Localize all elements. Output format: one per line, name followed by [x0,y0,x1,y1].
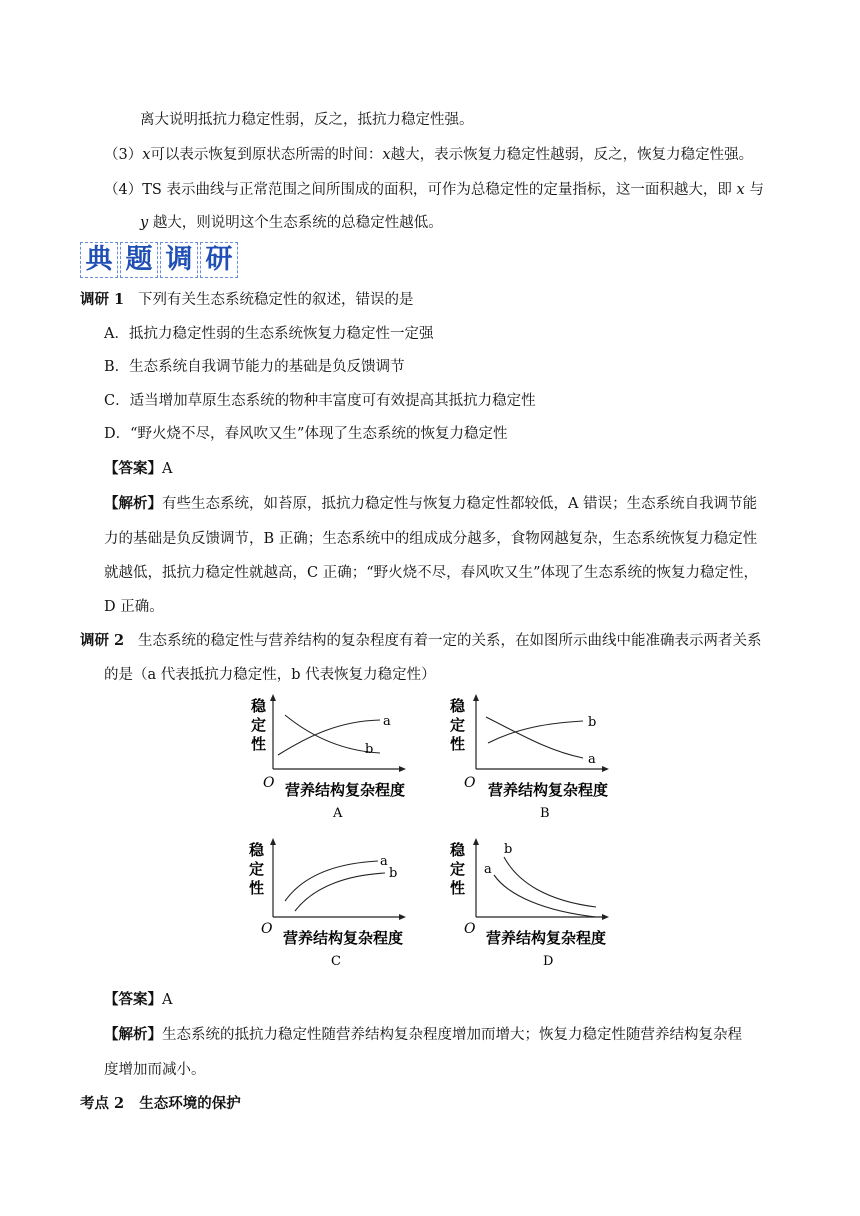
figure-caption: D [543,954,554,969]
curve-b [488,721,583,743]
q1-answer [104,459,172,479]
y-axis-arrow [473,694,479,701]
q2-analysis-label: 【解析】 [104,1026,162,1043]
y-label-char: 性 [450,735,466,753]
q1-answer-value: A [162,461,173,477]
y-label-char: 稳 [251,697,267,715]
curve-label-a: a [383,714,391,729]
curve-label-b: b [389,866,398,881]
q1-answer-label: 【答案】 [104,460,162,477]
q1-stem-line [80,290,413,310]
q1-label: 调研 1 [80,291,125,308]
figure-c [245,835,425,974]
item4-text-a: （4）TS 表示曲线与正常范围之间所围成的面积，可作为总稳定性的定量指标，这一面积越大，即 [104,182,732,198]
q1-analysis-text: 有些生态系统，如苔原，抵抗力稳定性与恢复力稳定性都较低，A 错误；生态系统自我调节能 [162,496,758,512]
curve-a [285,861,378,901]
origin-label: O [464,921,476,937]
x-axis-arrow [399,914,406,920]
figure-d [448,835,628,974]
y-label-char: 性 [249,879,265,897]
q2-answer [104,990,172,1010]
curve-b [295,873,385,911]
section-title: 生态环境的保护 [139,1095,241,1112]
figure-b [448,693,628,827]
curve-label-a: a [380,854,388,869]
item4-text-b: 与 [749,182,764,198]
item4-var-y: y [140,215,149,231]
item3-var-x: x [142,147,151,163]
x-axis-arrow [399,766,406,772]
origin-label: O [263,775,275,791]
y-axis-arrow [270,838,276,845]
y-label-char: 定 [249,860,265,878]
section-banner [80,242,238,278]
y-label-char: 定 [450,716,466,734]
banner-char: 题 [120,242,158,278]
y-label-char: 性 [450,879,466,897]
banner-char: 典 [80,242,118,278]
q1-option-c: C．适当增加草原生态系统的物种丰富度可有效提高其抵抗力稳定性 [104,393,536,409]
origin-label: O [261,921,273,937]
y-label-char: 稳 [450,841,466,859]
item3-text-a: 可以表示恢复到原状态所需的时间： [150,147,383,163]
x-axis-arrow [602,914,609,920]
section-label: 考点 2 [80,1095,125,1112]
y-label-char: 稳 [450,697,466,715]
curve-label-a: a [588,752,596,767]
item3-prefix: （3） [104,147,143,163]
q2-analysis-line-2: 度增加而减小。 [104,1062,206,1078]
q2-analysis-line-1 [104,1025,742,1045]
x-axis-arrow [602,766,609,772]
curve-b [504,857,596,907]
q2-stem-text: 生态系统的稳定性与营养结构的复杂程度有着一定的关系，在如图所示曲线中能准确表示两者关系 [137,633,762,649]
q2-answer-value: A [162,992,173,1008]
curve-a [494,875,596,917]
banner-char: 研 [200,242,238,278]
intro-item-4 [104,180,764,200]
figure-caption: B [540,806,550,821]
figure-caption: C [331,954,341,969]
figure-a [245,693,425,827]
item3-text-b: 越大，表示恢复力稳定性越弱，反之，恢复力稳定性强。 [390,147,754,163]
q1-option-a: A．抵抗力稳定性弱的生态系统恢复力稳定性一定强 [104,326,434,342]
y-axis-arrow [473,838,479,845]
q2-stem-line-2: 的是（a 代表抵抗力稳定性，b 代表恢复力稳定性） [104,667,436,683]
y-label-char: 稳 [249,841,265,859]
item4-var-x: x [736,182,745,198]
intro-line-1: 离大说明抵抗力稳定性弱，反之，抵抗力稳定性强。 [140,112,474,128]
item3-var-x2: x [382,147,391,163]
q2-analysis-text: 生态系统的抵抗力稳定性随营养结构复杂程度增加而增大；恢复力稳定性随营养结构复杂程 [162,1027,742,1043]
x-axis-label: 营养结构复杂程度 [488,781,609,799]
intro-item-4-cont [140,213,443,233]
q1-analysis-line-1 [104,494,757,514]
curve-label-a: a [484,862,492,877]
x-axis-label: 营养结构复杂程度 [283,929,404,947]
q1-analysis-label: 【解析】 [104,495,162,512]
y-label-char: 定 [251,716,267,734]
origin-label: O [464,775,476,791]
q1-option-b: B．生态系统自我调节能力的基础是负反馈调节 [104,359,405,375]
q1-stem: 下列有关生态系统稳定性的叙述，错误的是 [137,292,414,308]
curve-label-b: b [504,842,513,857]
y-label-char: 性 [251,735,267,753]
y-axis-arrow [270,694,276,701]
curve-label-b: b [588,715,597,730]
banner-char: 调 [160,242,198,278]
x-axis-label: 营养结构复杂程度 [486,929,607,947]
section-heading [80,1094,241,1114]
q1-analysis-line-3: 就越低，抵抗力稳定性就越高，C 正确；“野火烧不尽，春风吹又生”体现了生态系统的恢复力稳定性， [104,565,759,581]
item4-text-c: 越大，则说明这个生态系统的总稳定性越低。 [152,215,443,231]
x-axis-label: 营养结构复杂程度 [285,781,406,799]
q1-analysis-line-4: D 正确。 [104,599,164,615]
y-label-char: 定 [450,860,466,878]
intro-item-3 [104,145,753,165]
figure-caption: A [333,806,343,821]
q1-analysis-line-2: 力的基础是负反馈调节，B 正确；生态系统中的组成成分越多，食物网越复杂，生态系统恢复力稳定性 [104,531,758,547]
curve-label-b: b [365,742,374,757]
q2-label: 调研 2 [80,632,125,649]
q2-answer-label: 【答案】 [104,991,162,1008]
q1-option-d: D．“野火烧不尽，春风吹又生”体现了生态系统的恢复力稳定性 [104,426,508,442]
q2-stem-line-1 [80,631,761,651]
